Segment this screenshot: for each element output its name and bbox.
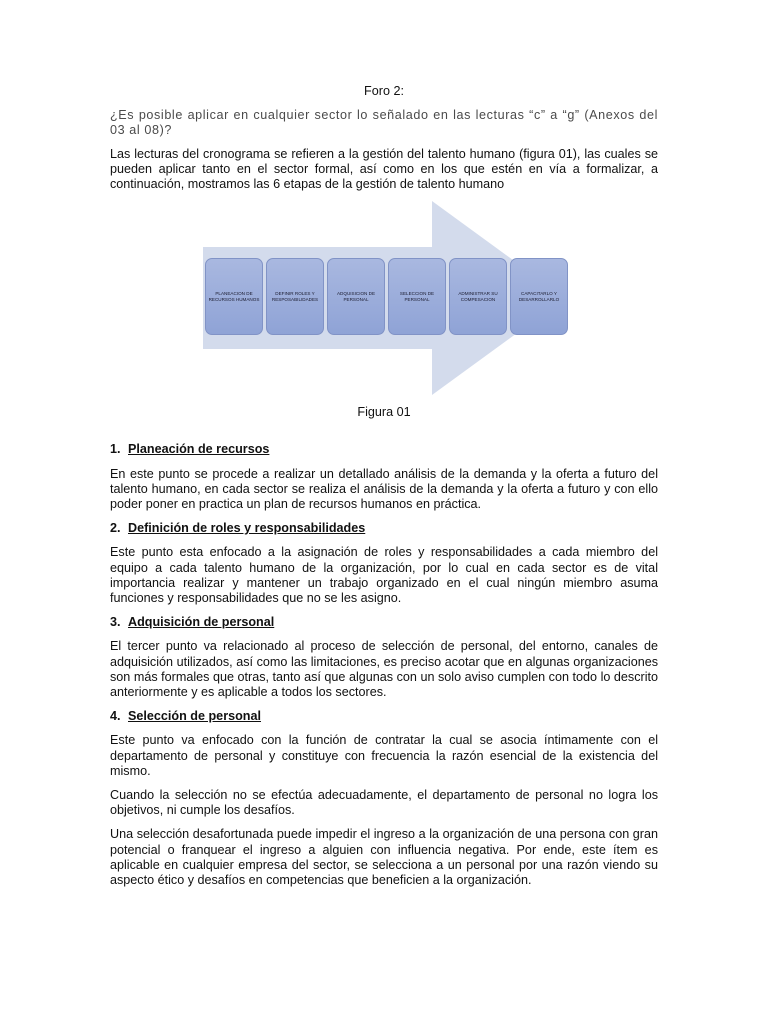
talent-management-figure bbox=[203, 201, 565, 395]
step-roles: DEFINIR ROLES Y RESPOSABILIDADES bbox=[266, 258, 324, 335]
section-heading: Adquisición de personal bbox=[128, 615, 275, 630]
figure-caption: Figura 01 bbox=[357, 405, 411, 420]
section-number: 1. bbox=[110, 442, 121, 457]
document-title: Foro 2: bbox=[364, 84, 404, 98]
section-paragraph: Una selección desafortunada puede impedir el ingreso a la organización de una persona con gran potencial o franquear el ingreso a alguien con influencia negativa. Por ende, este ítem es aplicable en cualquier empresa del sector, se selecciona a un personal por una razón viendo su aspecto ético y desafíos en competencias que beneficien a la organización. bbox=[110, 827, 658, 888]
step-planeacion: PLANEACION DE RECURSOS HUMANOS bbox=[205, 258, 263, 335]
section-paragraph: Este punto esta enfocado a la asignación de roles y responsabilidades a cada miembro del equipo a cada talento humano de la organización, por lo cual en cada sector es de vital importancia realizar y mantener un trabajo organizado en el cual ningún miembro asuma funciones y responsabilidades que no se les asigno. bbox=[110, 545, 658, 606]
section-heading: Selección de personal bbox=[128, 709, 261, 724]
step-compensacion: ADMINISTRAR SU COMPESACION bbox=[449, 258, 507, 335]
intro-paragraph: Las lecturas del cronograma se refieren a la gestión del talento humano (figura 01), las cuales se pueden aplicar tanto en el sector formal, así como en los que estén en vía a formalizar, a continuación, mostramos las 6 etapas de la gestión de talento humano bbox=[110, 146, 658, 192]
section-paragraph: El tercer punto va relacionado al proceso de selección de personal, del entorno, canales de adquisición utilizados, así como las limitaciones, es preciso acotar que en algunas organizaciones son más formales que otras, tanto así que algunas con un solo aviso cumplen con todo lo descrito anteriormente y es aplicable a todos los sectores. bbox=[110, 639, 658, 700]
section-1 bbox=[110, 442, 658, 512]
section-2 bbox=[110, 521, 658, 606]
step-seleccion: SELECCION DE PERSONAL bbox=[388, 258, 446, 335]
forum-question: ¿Es posible aplicar en cualquier sector lo señalado en las lecturas “c” a “g” (Anexos del 03 al 08)? bbox=[110, 108, 658, 138]
section-number: 2. bbox=[110, 521, 121, 536]
section-paragraph: En este punto se procede a realizar un detallado análisis de la demanda y la oferta a futuro del talento humano, en cada sector se realiza el análisis de la demanda y la oferta a futuro y con ello poder poner en practica un plan de recursos humanos en práctica. bbox=[110, 466, 658, 512]
section-number: 3. bbox=[110, 615, 121, 630]
step-adquisicion: ADQUISICION DE PERSONAL bbox=[327, 258, 385, 335]
document-page bbox=[110, 84, 658, 897]
section-paragraph: Cuando la selección no se efectúa adecuadamente, el departamento de personal no logra los objetivos, ni cumple los desafíos. bbox=[110, 788, 658, 818]
section-4 bbox=[110, 709, 658, 888]
step-capacitacion: CAPACITARLO Y DESARROLLARLO bbox=[510, 258, 568, 335]
section-heading: Definición de roles y responsabilidades bbox=[128, 521, 366, 536]
section-paragraph: Este punto va enfocado con la función de contratar la cual se asocia íntimamente con el departamento de personal y constituye con frecuencia la razón esencial de la existencia del mismo. bbox=[110, 733, 658, 778]
section-number: 4. bbox=[110, 709, 121, 724]
section-3 bbox=[110, 615, 658, 700]
section-heading: Planeación de recursos bbox=[128, 442, 270, 457]
